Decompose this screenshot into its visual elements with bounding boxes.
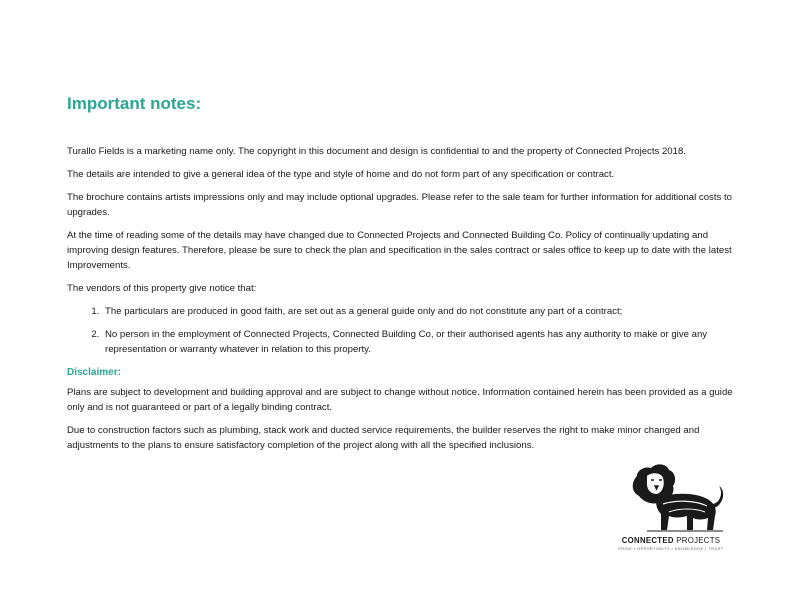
list-item: 2. No person in the employment of Connected Projects, Connected Building Co, or their authorised agents has any authority to make or give any representation or warranty whatever in relation to this property.: [102, 327, 739, 357]
paragraph: The details are intended to give a general idea of the type and style of home and do not form part of any specification or contract.: [67, 169, 615, 180]
paragraph: The vendors of this property give notice that:: [67, 283, 257, 294]
brand-tagline: PRIDE • OPPORTUNITY • KNOWLEDGE • TRUST: [618, 547, 724, 551]
disclaimer-paragraph: Plans are subject to development and building approval and are subject to change without notice. Information contained herein has been provided as a guide only and is not guaranteed or part of a legally binding contract.: [67, 387, 733, 413]
notice-list: [67, 304, 739, 357]
brand-name: CONNECTED PROJECTS: [621, 536, 721, 545]
paragraph: At the time of reading some of the details may have changed due to Connected Projects and Connected Building Co. Policy of continually updating and improving design features. Therefore, please be sure to check the plan and specification in the sales contract or sales office to keep up to date with the latest Improvements.: [67, 230, 732, 271]
company-logo: [611, 462, 731, 580]
lion-icon: [617, 462, 725, 534]
page-title: Important notes:: [67, 94, 202, 113]
paragraph: The brochure contains artists impressions only and may include optional upgrades. Please refer to the sale team for further information for additional costs to upgrades.: [67, 192, 732, 218]
paragraph: Turallo Fields is a marketing name only. The copyright in this document and design is confidential to and the property of Connected Projects 2018.: [67, 146, 686, 157]
disclaimer-heading: Disclaimer:: [67, 367, 121, 378]
disclaimer-paragraph: Due to construction factors such as plumbing, stack work and ducted service requirements, the builder reserves the right to make minor changed and adjustments to the plans to ensure satisfactory completion of the project along with all the specified inclusions.: [67, 425, 700, 451]
notes-body: [67, 144, 739, 461]
list-item: 1. The particulars are produced in good faith, are set out as a general guide only and do not constitute any part of a contract;: [102, 304, 739, 319]
